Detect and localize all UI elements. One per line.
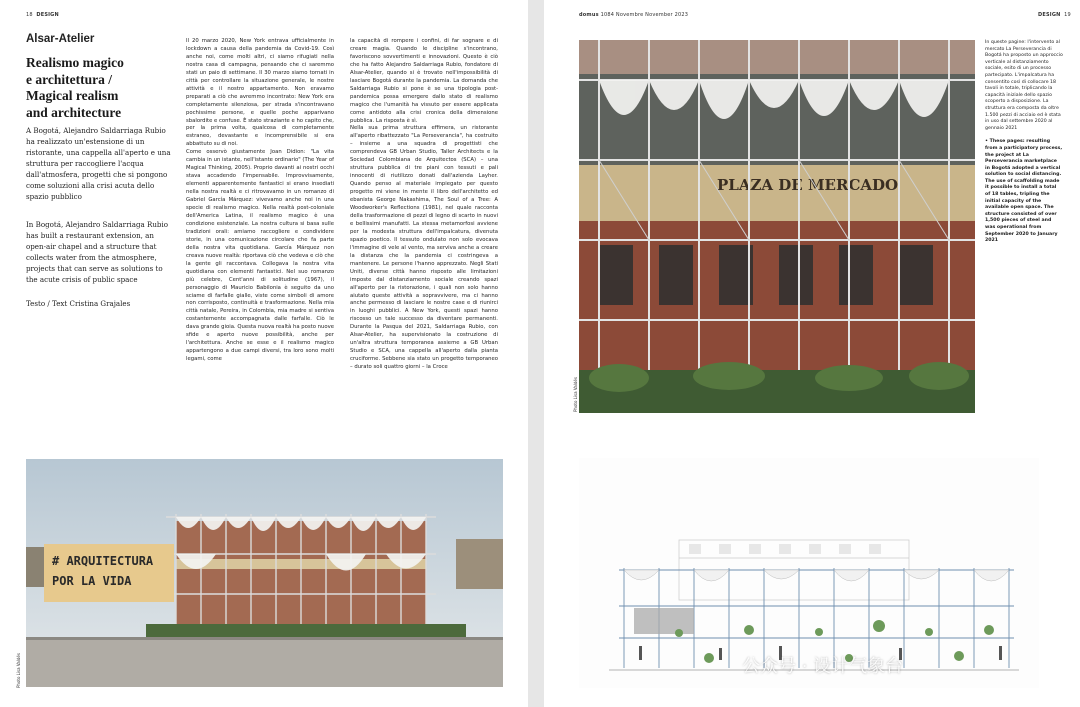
studio-name: Alsar-Atelier xyxy=(26,33,95,45)
banner-line-2: POR LA VIDA xyxy=(52,574,132,588)
issue-line: 1084 Novembre November 2023 xyxy=(600,12,689,18)
body-column-2 xyxy=(350,38,498,444)
banner-line-1: # ARQUITECTURA xyxy=(52,554,154,568)
street-view-photo xyxy=(26,459,503,687)
body-paragraph: Come osservò giustamente Joan Didion: "La vita cambia in un istante, nell'istante ordinario" (The Year of Magical Thinking, 2005). Proprio davanti ai nostri occhi stava accadendo l'impensabile. Improvvisamente, elementi apparentemente fantastici si erano insediati nella nostra realtà e ci ritrovavamo in un romanzo di Gabriel García Márquez: vivevamo anche noi in una specie di realismo magico. Nella realtà post-coloniale dell'America Latina, il realismo magico è una condizione esistenziale. La nostra cultura si basa sulle tradizioni orali: amiamo raccogliere e condividere storie, in una comunicazione circolare che fa parte della nostra vita quotidiana. García Márquez non creava nuove realtà: riportava ciò che vedeva e ciò che la gente gli raccontava. Collegava la nostra vita quotidiana con elementi fantastici. Nel suo romanzo più celebre, Cent'anni di solitudine (1967), il personaggio di Mauricio Babilonia è seguito da uno sciame di farfalle gialle, viste come simboli di amore non corrisposto, continuità e trasformazione. Nella mia città natale, Pereira, in Colombia, mia madre si sentiva costantemente accompagnata dalle farfalle. Ciò le dava grande gioia. Questa nuova realtà ha posto nuove sfide e aperto nuove possibilità, anche per l'architettura. Anche se esse e il realismo magico appartengono a due campi diversi, tra loro sono molti legami, come xyxy=(186,149,334,363)
spine-gutter xyxy=(528,0,544,707)
title-line: Realismo magico xyxy=(26,55,124,70)
body-paragraph: la capacità di rompere i confini, di far sognare e di creare magia. Quando le discipline s'incontrano, favoriscono sovvertimenti e innovazioni. Questo è ciò che ha fatto Alejandro Saldarriaga Rubio, fondatore di Alsar-Atelier, quando si è trovato nell'impossibilità di lasciare Bogotá durante la pandemia. La domanda che Saldarriaga Rubio si pone è se una tipologia post-pandemica possa emergere dallo stato di realismo magico che l'umanità ha vissuto per essere applicata come antidoto alla crisi cronica della dimensione pubblica. La risposta è sì. xyxy=(350,38,498,124)
title-line: Magical realism xyxy=(26,88,119,103)
caption-english: • These pages: resulting from a participatory process, the project at La Perseverancia marketplace in Bogotá adopted a vertical solution to social distancing. The use of scaffolding made it possible to install a total of 18 tables, tripling the initial capacity of the available open space. The structure consisted of over 1,500 pieces of steel and was operational from September 2020 to January 2021 xyxy=(985,139,1063,244)
section-label-left: DESIGN xyxy=(36,12,59,18)
street-view-illustration xyxy=(26,459,503,687)
caption-column xyxy=(985,40,1063,252)
watermark: 公众号 · 设计气象台 xyxy=(742,656,904,677)
folio-left: 18 xyxy=(26,12,33,18)
standfirst-italian: A Bogotá, Alejandro Saldarriaga Rubio ha realizzato un'estensione di un ristorante, una cappella all'aperto e una struttura per raccogliere l'acqua dall'atmosfera, progetti che si pongono come soluzioni alla crisi acuta dello spazio pubblico xyxy=(26,126,171,201)
body-column-1 xyxy=(186,38,334,444)
market-facade-illustration xyxy=(579,40,975,413)
caption-italian: In queste pagine: l'intervento al mercato La Perseverancia di Bogotá ha proposto un approccio verticale al distanziamento sociale, esito di un processo partecipato. L'impalcatura ha consentito così di collocare 18 tavoli in totale, triplicando la capacità iniziale dello spazio scoperto a disposizione. La struttura era composta da oltre 1.500 pezzi di acciaio ed è stata in uso dal settembre 2020 al gennaio 2021 xyxy=(985,40,1063,131)
body-paragraph: Nella sua prima struttura effimera, un ristorante all'aperto ribattezzato "La Perseverancia", ha costruito – insieme a una squadra di progettisti che comprendeva GB Urban Studio, Taller Architects e la Sociedad Colombiana de Arquitectos (SCA) – una struttura pubblica di tre piani con tessuti e pali innocenti di riutilizzo donati dall'azienda Layher. Quando penso al materiale impiegato per questo progetto mi viene in mente il libro dell'architetto ed ebanista George Nakashima, The Soul of a Tree: A Woodworker's Reflections (1981), nel quale racconta della trasformazione di pezzi di legno di scarto in nuovi e bellissimi manufatti. La stessa metamorfosi avviene per la modesta struttura dell'impalcatura, divenuta spazio poetico. Il tessuto ondulato non solo evocava l'immagine di vele al vento, ma serviva anche a creare la distanza che la pandemia ci costringeva a mantenere. Le persone l'hanno apprezzato. Negli Stati Uniti, diverse città hanno risposto alle limitazioni imposte dal distanziamento sociale creando spazi all'aperto per la ristorazione, i quali non solo hanno aiutato queste attività a sopravvivere, ma ci hanno anche permesso di lasciare le nostre case e di riunirci in luoghi pubblici. A New York, questi spazi hanno riscosso un tale successo da diventare permanenti. Durante la Pasqua del 2021, Saldarriaga Rubio, con Alsar-Atelier, ha supervisionato la costruzione di un'altra struttura temporanea assieme a GB Urban Studio e SCA, una cappella all'aperto dalla pianta cruciforme. Sebbene sia stato un progetto temporaneo – durato soli quattro giorni – la Croce xyxy=(350,125,498,371)
folio-right: 19 xyxy=(1064,12,1071,18)
section-label-right: DESIGN xyxy=(1038,12,1061,18)
standfirst-english: In Bogotá, Alejandro Saldarriaga Rubio has built a restaurant extension, an open-air chapel and a structure that collects water from the atmosphere, projects that can serve as solutions to the acute crisis of public space xyxy=(26,220,168,284)
market-sign: PLAZA DE MERCADO xyxy=(717,176,899,194)
market-facade-photo xyxy=(579,40,975,413)
text-credit: Testo / Text Cristina Grajales xyxy=(26,299,131,308)
running-head-right xyxy=(1038,12,1071,18)
right-page xyxy=(544,0,1080,707)
running-head-right-meta xyxy=(579,12,688,18)
left-page xyxy=(0,0,528,707)
article-title xyxy=(26,55,176,121)
photo-credit-right: Photo Lisa Valdés xyxy=(573,377,578,412)
magazine-name: domus xyxy=(579,12,599,18)
photo-credit-left: Photo Lisa Valdés xyxy=(16,653,21,688)
body-paragraph: Il 20 marzo 2020, New York entrava ufficialmente in lockdown a causa della pandemia da Covid-19. Così anche noi, come molti altri, ci siamo rifugiati nella nostra casa di campagna, pensando che ci saremmo stati un paio di settimane. Il 30 marzo siamo tornati in città per controllare la situazione generale, le nostre attività e il nostro appartamento. Non eravamo preparati a ciò che avremmo incontrato: New York era completamente silenziosa, per strada s'incontravano pochissime persone, e quelle poche apparivano sbalordite e confuse. È stato straziante e ho capito che, per la prima volta, qualcosa di completamente estraneo, devastante e incomprensibile si era abbattuto su di noi. xyxy=(186,38,334,148)
title-line: e architettura / xyxy=(26,71,112,87)
running-head-left xyxy=(26,12,59,18)
title-line: and architecture xyxy=(26,104,122,120)
